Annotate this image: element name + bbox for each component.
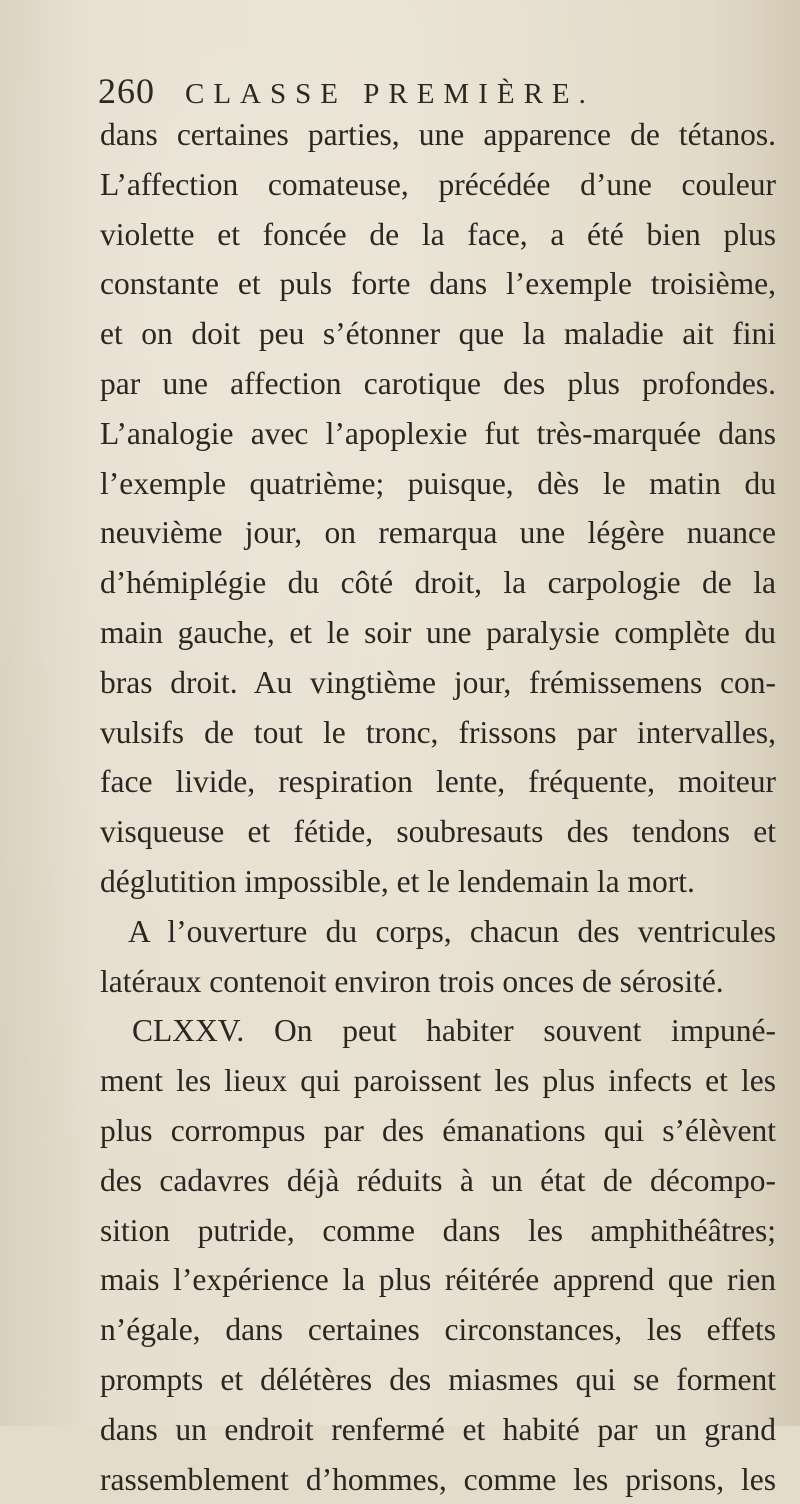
text-line: prompts et délétères des miasmes qui se forment bbox=[100, 1361, 776, 1397]
text-line: L’affection comateuse, précédée d’une couleur bbox=[100, 166, 776, 202]
text-line: neuvième jour, on remarqua une légère nuance bbox=[100, 515, 776, 551]
text-line: main gauche, et le soir une paralysie complète du bbox=[100, 614, 776, 650]
text-line: et on doit peu s’étonner que la maladie ait fini bbox=[100, 316, 776, 352]
text-line: déglutition impossible, et le lendemain la mort. bbox=[100, 863, 695, 899]
text-line: face livide, respiration lente, fréquente, moiteur bbox=[100, 764, 776, 800]
text-line: l’exemple quatrième; puisque, dès le matin du bbox=[100, 465, 776, 501]
text-line: visqueuse et fétide, soubresauts des tendons et bbox=[100, 814, 776, 850]
text-line: n’égale, dans certaines circonstances, les effets bbox=[100, 1312, 776, 1348]
text-line: violette et foncée de la face, a été bien plus bbox=[100, 216, 776, 252]
text-line: d’hémiplégie du côté droit, la carpologie de la bbox=[100, 565, 776, 601]
page-header bbox=[98, 70, 595, 114]
text-line: sition putride, comme dans les amphithéâtres; bbox=[100, 1212, 776, 1248]
text-line: dans certaines parties, une apparence de tétanos. bbox=[100, 117, 776, 152]
paragraph-start-line: A l’ouverture du corps, chacun des ventricules bbox=[128, 913, 776, 949]
text-line: latéraux contenoit environ trois onces de sérosité. bbox=[100, 963, 724, 999]
text-line: bras droit. Au vingtième jour, frémissemens con- bbox=[100, 664, 776, 700]
text-line: rassemblement d’hommes, comme les prisons, les bbox=[100, 1461, 776, 1497]
page-number: 260 bbox=[98, 71, 155, 111]
text-line: plus corrompus par des émanations qui s’élèvent bbox=[100, 1112, 776, 1148]
text-line: ment les lieux qui paroissent les plus infects et les bbox=[100, 1063, 776, 1099]
text-line: vulsifs de tout le tronc, frissons par intervalles, bbox=[100, 714, 776, 750]
section-start-line: CLXXV. On peut habiter souvent impuné- bbox=[132, 1013, 776, 1049]
text-line: L’analogie avec l’apoplexie fut très-marquée dans bbox=[100, 415, 776, 451]
body-text bbox=[100, 110, 776, 1504]
text-line: dans un endroit renfermé et habité par un grand bbox=[100, 1411, 776, 1447]
text-line: par une affection carotique des plus profondes. bbox=[100, 365, 776, 401]
text-line: des cadavres déjà réduits à un état de décompo- bbox=[100, 1162, 776, 1198]
running-head: CLASSE PREMIÈRE. bbox=[185, 78, 595, 110]
text-line: mais l’expérience la plus réitérée apprend que rien bbox=[100, 1262, 776, 1298]
text-line: constante et puls forte dans l’exemple troisième, bbox=[100, 266, 776, 302]
